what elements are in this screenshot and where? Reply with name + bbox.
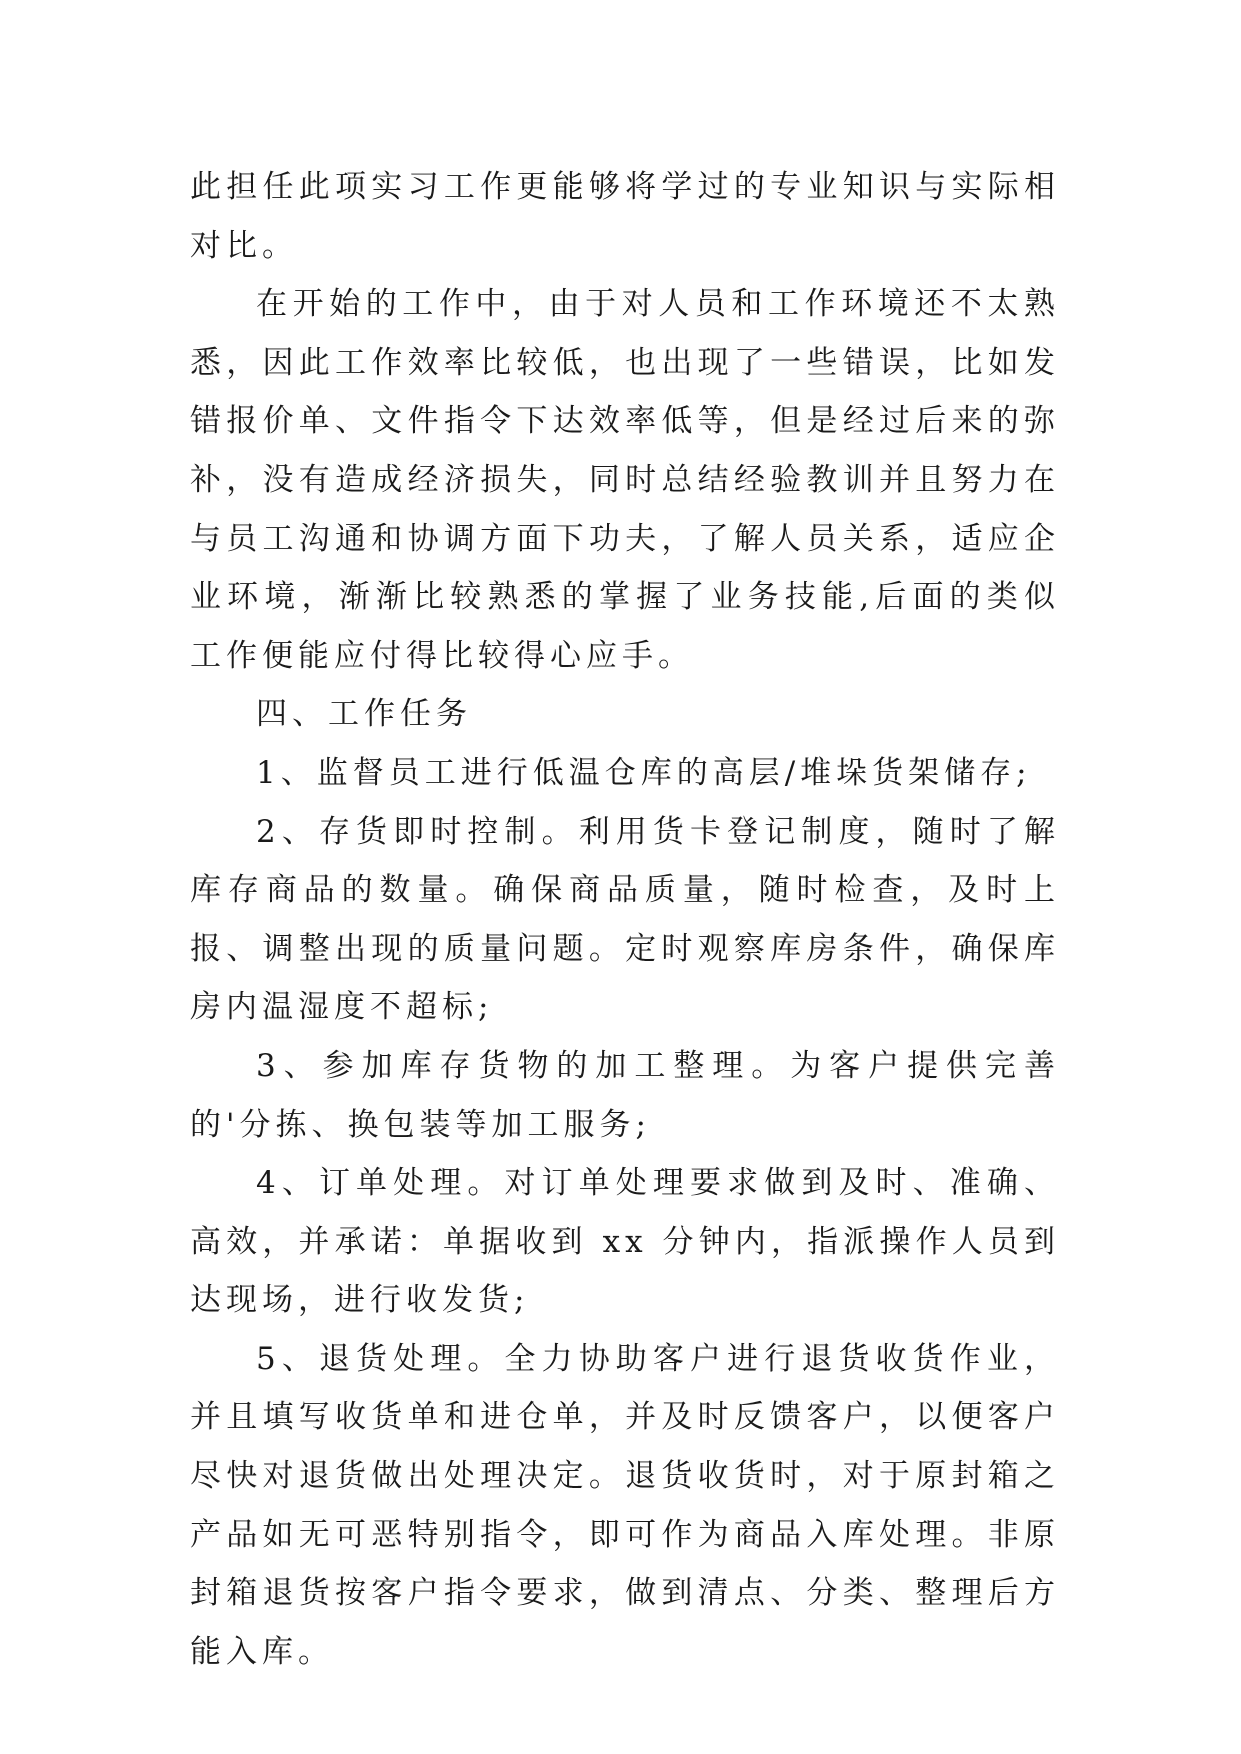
task-item-1: 1、监督员工进行低温仓库的高层/堆垛货架储存; <box>256 754 1032 791</box>
paragraph-work-start: 在开始的工作中，由于对人员和工作环境还不太熟悉，因此工作效率比较低，也出现了一些错误，比如发错报价单、文件指令下达效率低等，但是经过后来的弥补，没有造成经济损失，同时总结经验教训并且努力在与员工沟通和协调方面下功夫，了解人员关系，适应企业环境，渐渐比较熟悉的掌握了业务技能,后面的类似工作便能应付得比较得心应手。 <box>190 286 1060 674</box>
task-item-2: 2、存货即时控制。利用货卡登记制度，随时了解库存商品的数量。确保商品质量，随时检查，及时上报、调整出现的质量问题。定时观察库房条件，确保库房内温湿度不超标; <box>190 813 1060 1026</box>
task-item-5: 5、退货处理。全力协助客户进行退货收货作业，并且填写收货单和进仓单，并及时反馈客户，以便客户尽快对退货做出处理决定。退货收货时，对于原封箱之产品如无可恶特别指令，即可作为商品入库处理。非原封箱退货按客户指令要求，做到清点、分类、整理后方能入库。 <box>190 1340 1060 1670</box>
task-item-4: 4、订单处理。对订单处理要求做到及时、准确、高效，并承诺：单据收到 xx 分钟内，指派操作人员到达现场，进行收发货; <box>190 1165 1060 1319</box>
section-heading-work-tasks: 四、工作任务 <box>256 696 472 733</box>
paragraph-continuation: 此担任此项实习工作更能够将学过的专业知识与实际相对比。 <box>190 169 1060 264</box>
task-item-3: 3、参加库存货物的加工整理。为客户提供完善的'分拣、换包装等加工服务; <box>190 1047 1060 1143</box>
document-body <box>190 158 1060 1681</box>
